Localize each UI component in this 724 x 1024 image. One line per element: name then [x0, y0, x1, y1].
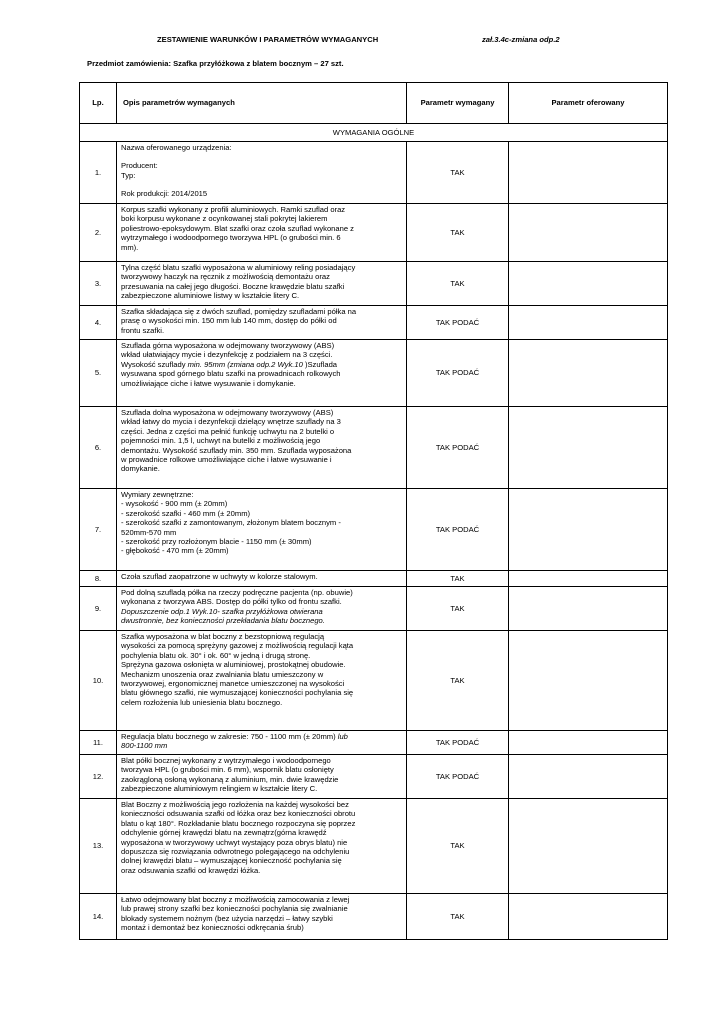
- description-line: blokady systemem nożnym (bez użycia narzędzi – łatwy szybki: [121, 913, 333, 923]
- description-line: - szerokość szafki - 460 mm (± 20mm): [121, 508, 251, 518]
- description-line: dopuszcza się rozwiązania odwrotnego polegającego na odchyleniu: [121, 847, 350, 857]
- description-line: Szuflada dolna wyposażona w odejmowany tworzywowy (ABS): [121, 408, 334, 417]
- description-line: dolnej krawędzi blatu – wymuszającej konieczność pochylania się: [121, 856, 342, 866]
- row-offered-input[interactable]: [509, 204, 668, 262]
- row-offered-input[interactable]: [509, 489, 668, 571]
- document-title: ZESTAWIENIE WARUNKÓW I PARAMETRÓW WYMAGANYCH: [157, 35, 379, 44]
- row-required-value: TAK: [407, 631, 509, 731]
- description-line: Blat półki bocznej wykonany z wytrzymałego i wodoodpornego: [121, 756, 331, 765]
- table-row: [80, 731, 668, 755]
- description-line: demontażu. Wysokość szuflady min. 350 mm. Szuflada wyposażona: [121, 445, 352, 455]
- description-line: 520mm-570 mm: [121, 527, 177, 537]
- description-line: odchylenie górnej krawędzi blatu na zewnątrz(górna krawędź: [121, 828, 327, 838]
- row-description: [117, 407, 407, 489]
- row-number: 6.: [80, 407, 117, 489]
- description-line: blatu o kąt 180°. Rozkładanie blatu bocznego rozpoczyna się poprzez: [121, 818, 356, 828]
- row-offered-input[interactable]: [509, 407, 668, 489]
- description-line: Czoła szuflad zaopatrzone w uchwyty w kolorze stalowym.: [121, 572, 318, 581]
- description-line: konieczności odsuwania szafki od łóżka oraz bez konieczności obrotu: [121, 809, 356, 819]
- row-description: [117, 894, 407, 940]
- description-line: w prowadnice rolkowe umożliwiające ciche i łatwe wysuwanie i: [121, 455, 332, 465]
- description-line: Producent:: [121, 161, 158, 171]
- description-line: Szafka składająca się z dwóch szuflad, pomiędzy szufladami półka na: [121, 307, 357, 316]
- row-description: [117, 142, 407, 204]
- row-offered-input[interactable]: [509, 755, 668, 799]
- row-description: [117, 262, 407, 306]
- description-line: blatu głównego szafki, nie wymuszającej konieczności pochylania się: [121, 688, 354, 698]
- row-number: 12.: [80, 755, 117, 799]
- table-row: [80, 587, 668, 631]
- table-row: [80, 489, 668, 571]
- description-line: pochylenia blatu ok. 30° i ok. 60° w jedną i drugą stronę.: [121, 650, 311, 660]
- header-description: Opis parametrów wymaganych: [117, 83, 407, 124]
- description-line: Mechanizm unoszenia oraz zwalniania blatu umieszczony w: [121, 669, 324, 679]
- description-line: - szerokość przy rozłożonym blacie - 1150 mm (± 30mm): [121, 537, 312, 547]
- row-number: 2.: [80, 204, 117, 262]
- row-required-value: TAK PODAĆ: [407, 731, 509, 755]
- row-offered-input[interactable]: [509, 306, 668, 340]
- row-number: 8.: [80, 571, 117, 587]
- line-gap: [121, 180, 402, 189]
- description-line: wkład łatwy do mycia i dezynfekcji dzielący wnętrze szuflady na 3: [121, 417, 341, 427]
- description-line: frontu szafki.: [121, 325, 165, 335]
- description-line: montaż i demontaż bez konieczności odkręcania śrub): [121, 923, 304, 933]
- row-required-value: TAK PODAĆ: [407, 407, 509, 489]
- section-general-requirements: WYMAGANIA OGÓLNE: [80, 124, 668, 142]
- table-row: [80, 262, 668, 306]
- italic-amendment-text: lub: [337, 732, 348, 741]
- header-lp: Lp.: [80, 83, 117, 124]
- line-gap: [121, 152, 402, 161]
- description-line: [121, 616, 402, 625]
- row-offered-input[interactable]: [509, 799, 668, 894]
- description-line: tworzywowy haczyk na ręcznik z możliwością demontażu oraz: [121, 272, 330, 282]
- row-required-value: TAK: [407, 587, 509, 631]
- row-offered-input[interactable]: [509, 340, 668, 407]
- row-offered-input[interactable]: [509, 262, 668, 306]
- italic-amendment-text: dwustronnie, bez konieczności przekładania blatu bocznego.: [121, 616, 325, 626]
- description-line: tworzywa HPL (o grubości min. 6 mm), wspornik blatu osłonięty: [121, 765, 334, 775]
- row-description: [117, 631, 407, 731]
- row-number: 4.: [80, 306, 117, 340]
- description-line: celem rozłożenia lub uniesienia blatu bocznego.: [121, 697, 283, 707]
- description-line: mm).: [121, 242, 139, 252]
- description-line: zabezpieczone aluminiowym relingiem w kształcie litery C.: [121, 784, 318, 794]
- row-offered-input[interactable]: [509, 894, 668, 940]
- row-required-value: TAK PODAĆ: [407, 340, 509, 407]
- row-number: 11.: [80, 731, 117, 755]
- row-description: [117, 587, 407, 631]
- row-offered-input[interactable]: [509, 571, 668, 587]
- row-required-value: TAK PODAĆ: [407, 489, 509, 571]
- requirements-table: [79, 82, 668, 940]
- description-line: prasę o wysokości min. 150 mm lub 140 mm, dostęp do półki od: [121, 316, 337, 326]
- italic-amendment-text: 800-1100 mm: [121, 741, 168, 751]
- row-number: 3.: [80, 262, 117, 306]
- table-row: [80, 631, 668, 731]
- row-description: [117, 731, 407, 755]
- row-number: 9.: [80, 587, 117, 631]
- table-row: [80, 799, 668, 894]
- row-offered-input[interactable]: [509, 587, 668, 631]
- table-row: [80, 894, 668, 940]
- table-row: [80, 306, 668, 340]
- description-line: wysokości za pomocą sprężyny gazowej z możliwością regulacji kąta: [121, 641, 354, 651]
- row-description: [117, 306, 407, 340]
- description-line: lub prawej strony szafki bez konieczności pochylania się zwalnianie: [121, 904, 348, 914]
- table-header-row: [80, 83, 668, 124]
- description-line: Tylna część blatu szafki wyposażona w aluminiowy reling posiadający: [121, 263, 356, 272]
- description-line: Typ:: [121, 170, 136, 180]
- description-line: - wysokość - 900 mm (± 20mm): [121, 499, 228, 509]
- description-line: zabezpieczone aluminiowe listwy w kształcie litery C.: [121, 291, 300, 301]
- description-line: przesuwania na całej jego długości. Boczne krawędzie blatu szafki: [121, 281, 345, 291]
- description-line: boki korpusu wykonane z ocynkowanej stali pokrytej lakierem: [121, 214, 328, 224]
- description-line: wytrzymałego i wodoodpornego tworzywa HPL (o grubości min. 6: [121, 233, 341, 243]
- description-line: - głębokość - 470 mm (± 20mm): [121, 546, 229, 556]
- description-line: wyposażona w tworzywowy uchwyt wystający poza obrys blatu) nie: [121, 837, 348, 847]
- description-line: poliestrowo-epoksydowym. Blat szafki oraz czoła szuflad wykonane z: [121, 223, 354, 233]
- table-row: [80, 142, 668, 204]
- table-row: [80, 204, 668, 262]
- row-required-value: TAK: [407, 204, 509, 262]
- description-line: Wysokość szuflady min. 95mm (zmiana odp.2 Wyk.10 )Szuflada: [121, 359, 338, 369]
- description-line: Rok produkcji: 2014/2015: [121, 189, 208, 199]
- row-required-value: TAK: [407, 571, 509, 587]
- italic-amendment-text: Dopuszczenie odp.1 Wyk.10- szafka przyłóżkowa otwierana: [121, 606, 323, 616]
- row-description: [117, 755, 407, 799]
- description-line: Wymiary zewnętrzne:: [121, 490, 194, 499]
- header-offered: Parametr oferowany: [509, 83, 668, 124]
- row-required-value: TAK: [407, 799, 509, 894]
- description-line: [121, 607, 402, 616]
- description-line: Pod dolną szufladą półka na rzeczy podręczne pacjenta (np. obuwie): [121, 588, 353, 597]
- description-line: pojemności min. 1,5 l, uchwyt na butelki z możliwością jego: [121, 436, 321, 446]
- italic-amendment-text: min. 95mm (zmiana odp.2 Wyk.10: [187, 359, 305, 369]
- row-description: [117, 204, 407, 262]
- row-required-value: TAK: [407, 142, 509, 204]
- table-row: [80, 571, 668, 587]
- row-offered-input[interactable]: [509, 142, 668, 204]
- row-number: 10.: [80, 631, 117, 731]
- row-offered-input[interactable]: [509, 731, 668, 755]
- description-line: umożliwiające ciche i łatwe wysuwanie i domykanie.: [121, 378, 296, 388]
- description-line: Sprężyna gazowa osłonięta w aluminiowej, prostokątnej obudowie.: [121, 660, 346, 670]
- description-line: [121, 741, 402, 750]
- order-subject: Przedmiot zamówienia: Szafka przyłóżkowa z blatem bocznym – 27 szt.: [87, 59, 344, 68]
- header-required: Parametr wymagany: [407, 83, 509, 124]
- description-line: Blat Boczny z możliwością jego rozłożenia na każdej wysokości bez: [121, 800, 349, 809]
- description-line: zaokrągloną osłoną wykonaną z aluminium, min. dwie krawędzie: [121, 774, 339, 784]
- description-line: wysuwana spod górnego blatu szafki na prowadnicach rolkowych: [121, 369, 341, 379]
- row-description: [117, 799, 407, 894]
- description-line: części. Jedna z części ma pełnić funkcję uchwytu na 2 butelki o: [121, 426, 335, 436]
- row-required-value: TAK: [407, 262, 509, 306]
- row-number: 14.: [80, 894, 117, 940]
- row-number: 5.: [80, 340, 117, 407]
- description-line: - szerokość szafki z zamontowanym, złożonym blatem bocznym -: [121, 518, 341, 528]
- description-line: wykonana z tworzywa ABS. Dostęp do półki tylko od frontu szafki.: [121, 597, 342, 607]
- description-line: wkład ułatwiający mycie i dezynfekcję z podziałem na 3 części.: [121, 350, 333, 360]
- description-line: Łatwo odejmowany blat boczny z możliwością zamocowania z lewej: [121, 895, 350, 904]
- description-line: tworzywowej, ergonomicznej manetce umieszczonej na wysokości: [121, 679, 345, 689]
- description-line: domykanie.: [121, 464, 160, 474]
- description-line: oraz odsuwania szafki od krawędzi łóżka.: [121, 865, 261, 875]
- table-row: [80, 407, 668, 489]
- description-line: Korpus szafki wykonany z profili aluminiowych. Ramki szuflad oraz: [121, 205, 346, 214]
- description-line: Szafka wyposażona w blat boczny z bezstopniową regulacją: [121, 632, 325, 641]
- row-description: [117, 340, 407, 407]
- description-line: Nazwa oferowanego urządzenia:: [121, 143, 232, 152]
- section-row: [80, 124, 668, 142]
- row-required-value: TAK PODAĆ: [407, 755, 509, 799]
- row-offered-input[interactable]: [509, 631, 668, 731]
- table-row: [80, 340, 668, 407]
- row-number: 13.: [80, 799, 117, 894]
- attachment-reference: zał.3.4c-zmiana odp.2: [482, 35, 560, 44]
- row-description: [117, 489, 407, 571]
- description-line: Szuflada górna wyposażona w odejmowany tworzywowy (ABS): [121, 341, 335, 350]
- description-line: Regulacja blatu bocznego w zakresie: 750 - 1100 mm (± 20mm) lub: [121, 732, 348, 741]
- row-required-value: TAK: [407, 894, 509, 940]
- row-number: 7.: [80, 489, 117, 571]
- row-required-value: TAK PODAĆ: [407, 306, 509, 340]
- row-description: [117, 571, 407, 587]
- table-row: [80, 755, 668, 799]
- row-number: 1.: [80, 142, 117, 204]
